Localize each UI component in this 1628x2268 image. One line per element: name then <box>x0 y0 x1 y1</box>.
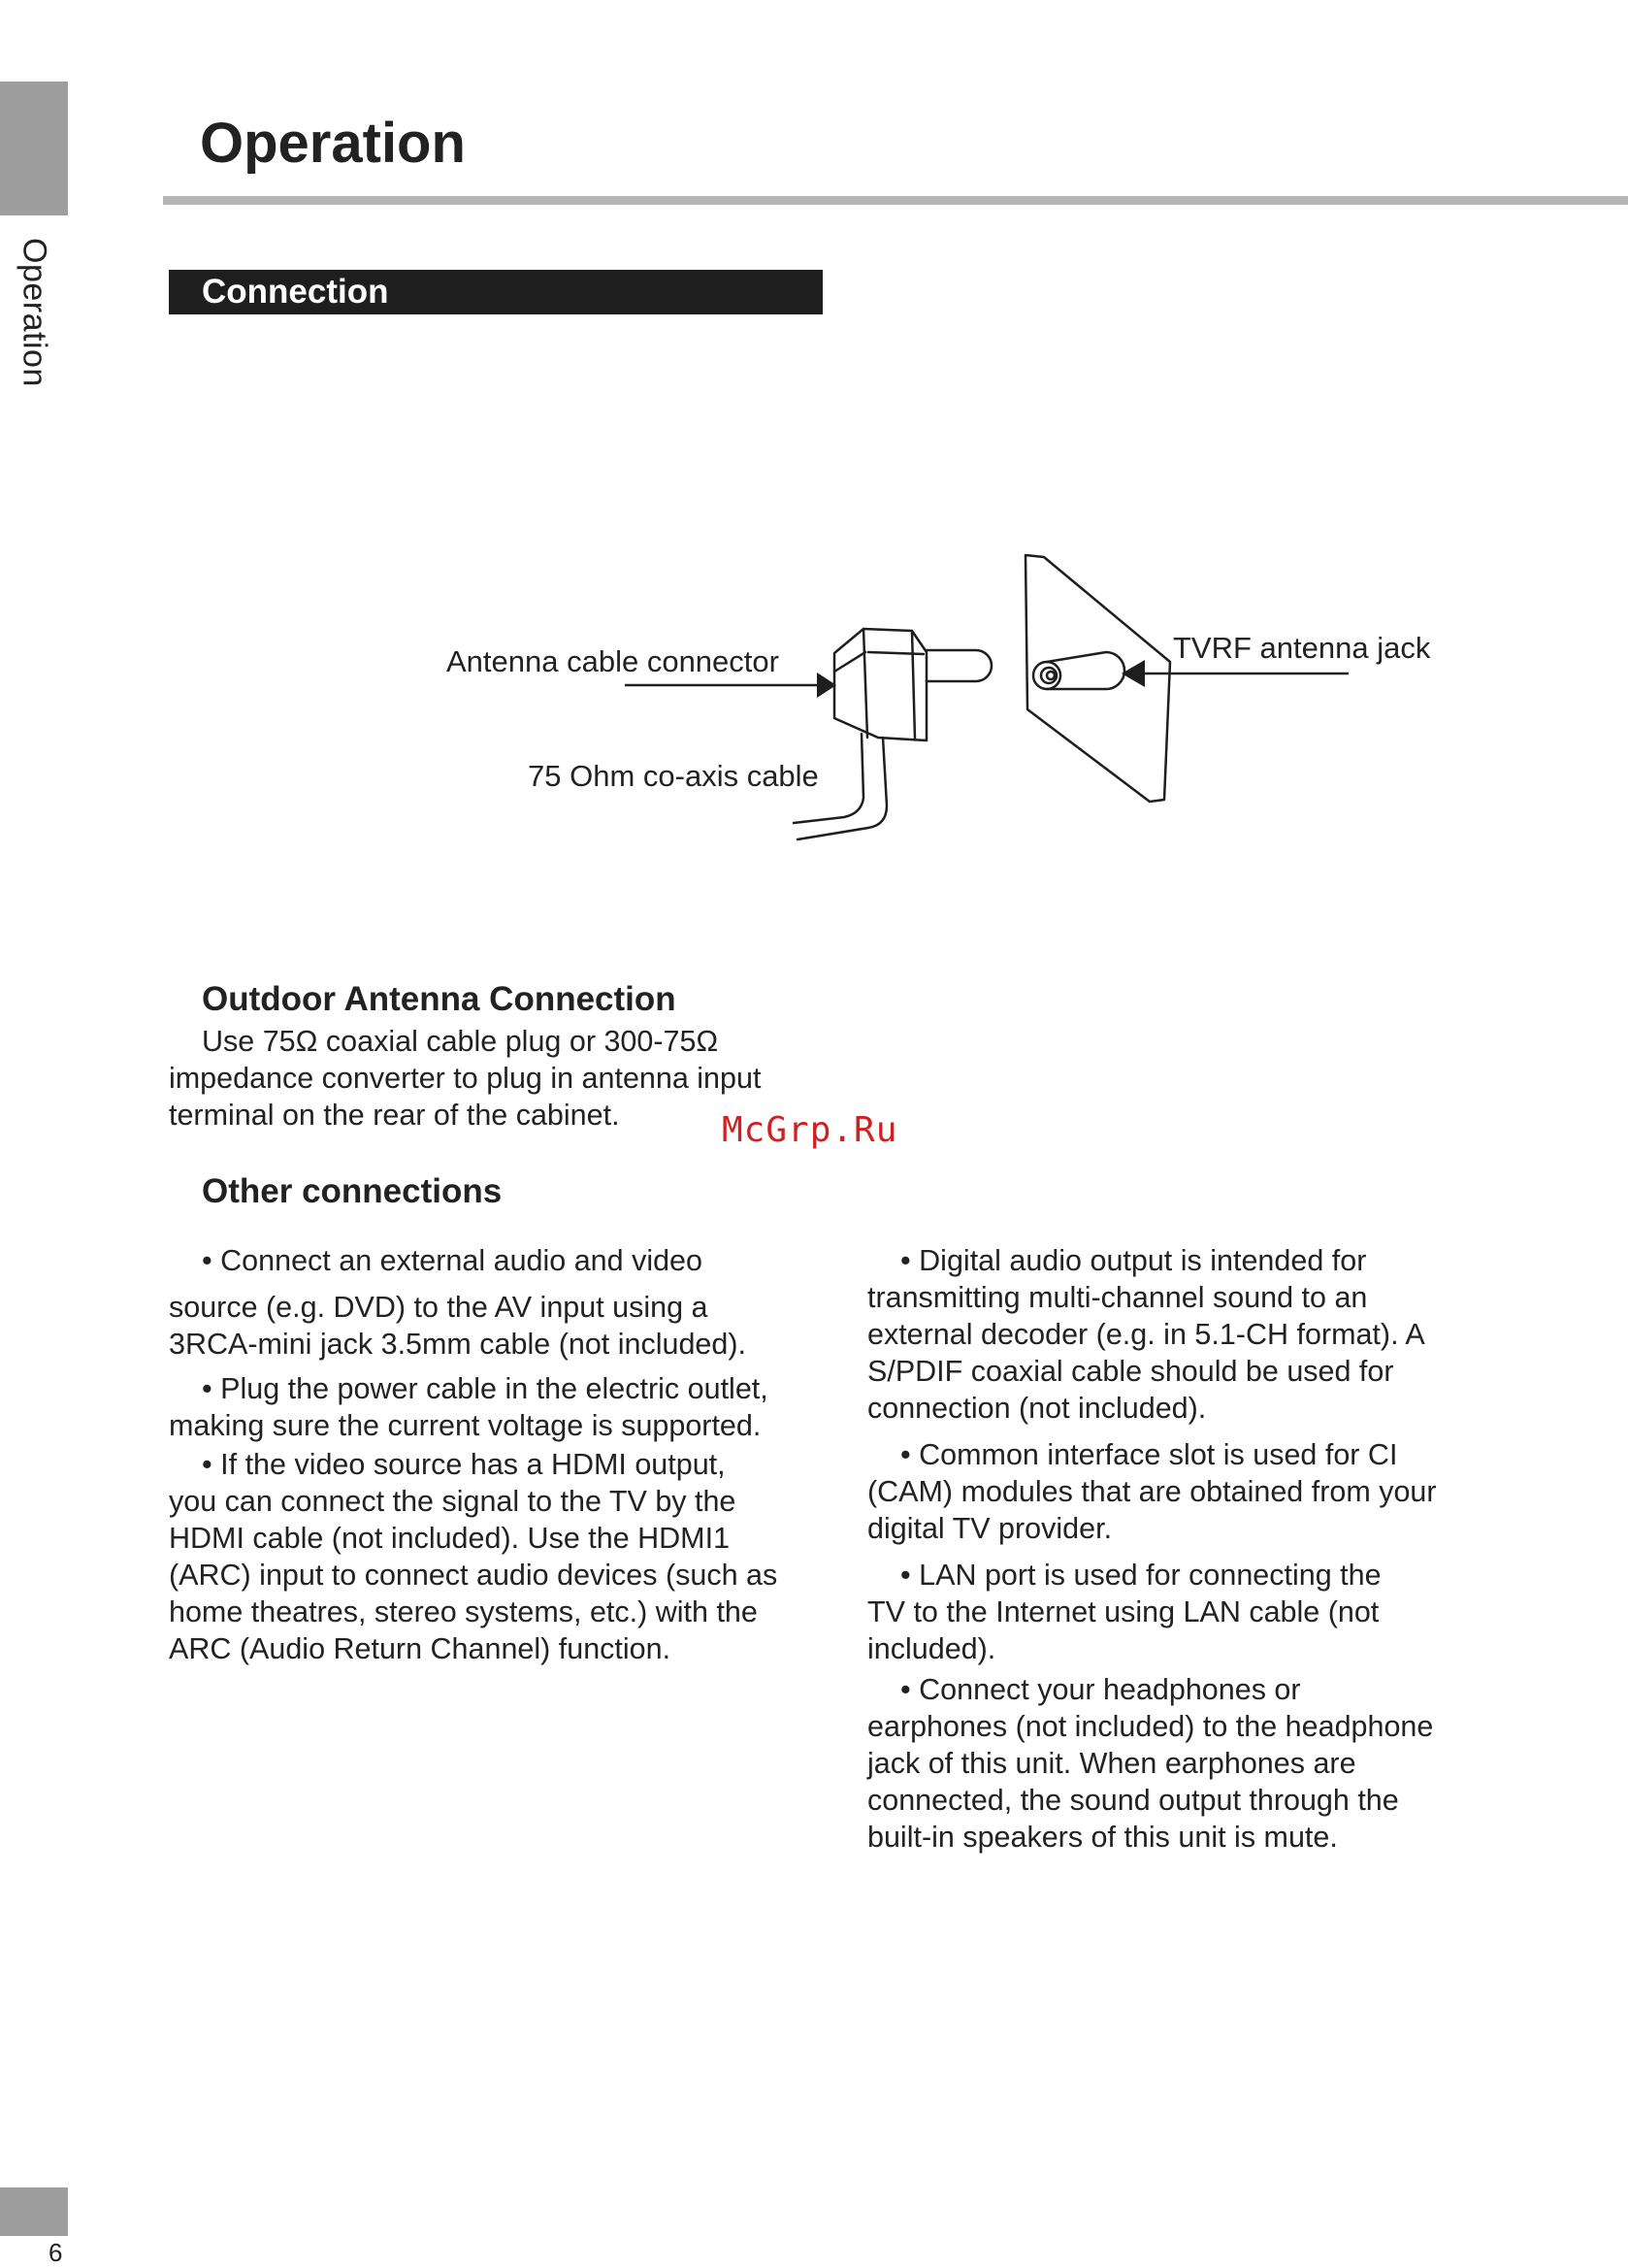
bullet-line: connection (not included). <box>867 1392 1207 1425</box>
jack-arrow-head <box>1122 660 1145 687</box>
antenna-diagram-drawing <box>427 543 1475 854</box>
other-connections-right-column <box>867 1242 1508 1856</box>
bullet-common-interface <box>867 1436 1508 1547</box>
bullet-line: source (e.g. DVD) to the AV input using a <box>169 1291 708 1324</box>
bullet-line: earphones (not included) to the headphone <box>867 1710 1434 1743</box>
coax-cable-label: 75 Ohm co-axis cable <box>528 759 819 793</box>
bullet-line: jack of this unit. When earphones are <box>867 1747 1356 1780</box>
page-title: Operation <box>200 112 466 175</box>
outdoor-text-line: terminal on the rear of the cabinet. <box>169 1099 620 1132</box>
antenna-connector-label: Antenna cable connector <box>446 644 779 678</box>
bullet-line: • Common interface slot is used for CI <box>900 1438 1398 1471</box>
bullet-line: ARC (Audio Return Channel) function. <box>169 1632 671 1665</box>
side-tab-text: Operation <box>16 238 53 387</box>
bullet-line: transmitting multi-channel sound to an <box>867 1281 1368 1314</box>
watermark: McGrp.Ru <box>722 1110 898 1150</box>
bullet-line: digital TV provider. <box>867 1512 1113 1545</box>
bullet-line: included). <box>867 1632 996 1665</box>
bullet-line: S/PDIF coaxial cable should be used for <box>867 1355 1394 1388</box>
bullet-line: connected, the sound output through the <box>867 1784 1399 1817</box>
bullet-hdmi <box>169 1446 829 1667</box>
outdoor-text-line: Use 75Ω coaxial cable plug or 300-75Ω <box>202 1025 719 1058</box>
outdoor-antenna-heading: Outdoor Antenna Connection <box>202 980 676 1018</box>
bullet-line: • If the video source has a HDMI output, <box>202 1448 726 1481</box>
bullet-line: home theatres, stereo systems, etc.) with the <box>169 1595 758 1628</box>
bullet-power-cable <box>169 1370 829 1444</box>
tvrf-jack-label: TVRF antenna jack <box>1173 631 1431 665</box>
page-number: 6 <box>49 2238 63 2267</box>
section-heading-connection: Connection <box>169 270 823 314</box>
bullet-line: you can connect the signal to the TV by the <box>169 1485 736 1518</box>
bullet-line: 3RCA-mini jack 3.5mm cable (not included). <box>169 1328 746 1361</box>
bullet-line: (ARC) input to connect audio devices (such as <box>169 1559 778 1592</box>
connector-pin <box>927 650 992 681</box>
bullet-line: • Connect your headphones or <box>900 1673 1301 1706</box>
antenna-connection-diagram <box>427 543 1475 854</box>
side-tab-marker <box>0 82 68 215</box>
bullet-av-input <box>169 1242 829 1363</box>
other-connections-heading: Other connections <box>202 1172 503 1210</box>
bullet-line: • Digital audio output is intended for <box>900 1244 1367 1277</box>
side-tab-label <box>0 225 68 400</box>
bullet-line: • Plug the power cable in the electric outlet, <box>202 1372 768 1405</box>
title-rule <box>163 196 1628 205</box>
bullet-line: making sure the current voltage is supported. <box>169 1409 762 1442</box>
bullet-lan-port <box>867 1557 1508 1667</box>
other-connections-left-column <box>169 1242 829 1667</box>
footer-tab-marker <box>0 2187 68 2236</box>
bullet-headphones <box>867 1671 1508 1856</box>
bullet-line: • LAN port is used for connecting the <box>900 1559 1382 1592</box>
outdoor-text-line: impedance converter to plug in antenna input <box>169 1062 762 1095</box>
bullet-line: HDMI cable (not included). Use the HDMI1 <box>169 1522 731 1555</box>
bullet-line: external decoder (e.g. in 5.1-CH format). A <box>867 1318 1425 1351</box>
bullet-line: built-in speakers of this unit is mute. <box>867 1821 1338 1854</box>
bullet-digital-audio <box>867 1242 1508 1427</box>
bullet-line: (CAM) modules that are obtained from your <box>867 1475 1437 1508</box>
bullet-line: • Connect an external audio and video <box>202 1244 702 1277</box>
bullet-line: TV to the Internet using LAN cable (not <box>867 1595 1380 1628</box>
